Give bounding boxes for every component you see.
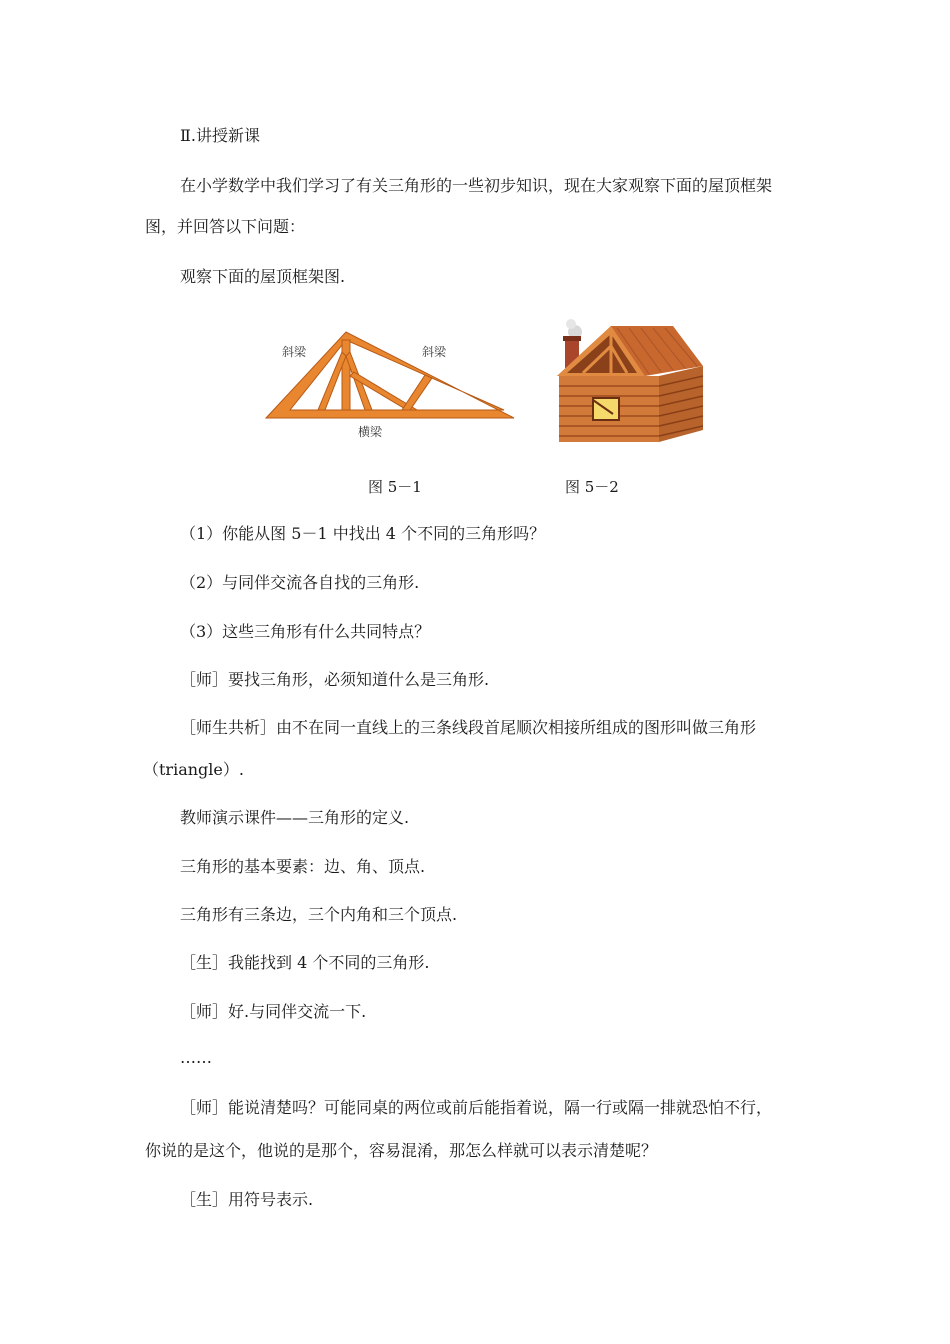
- label-bottom-beam: 横梁: [358, 425, 383, 439]
- sides-line: 三角形有三条边，三个内角和三个顶点.: [180, 905, 458, 924]
- student-line-2: ［生］用符号表示.: [180, 1190, 314, 1209]
- question-1: （1）你能从图 5－1 中找出 4 个不同的三角形吗？: [180, 524, 546, 543]
- teacher-line-2: ［师］好.与同伴交流一下.: [180, 1002, 367, 1021]
- teacher-line-3a: ［师］能说清楚吗？可能同桌的两位或前后能指着说，隔一行或隔一排就恐怕不行，: [180, 1098, 773, 1117]
- observe-instruction: 观察下面的屋顶框架图.: [180, 267, 346, 286]
- log-cabin-figure: [553, 318, 708, 448]
- definition-line2: （triangle）.: [143, 760, 244, 779]
- ellipsis: ……: [180, 1048, 212, 1067]
- section-heading: Ⅱ.讲授新课: [180, 126, 260, 145]
- figure1-caption: 图 5－1: [368, 478, 422, 496]
- intro-paragraph-line1: 在小学数学中我们学习了有关三角形的一些初步知识，现在大家观察下面的屋顶框架: [180, 176, 773, 195]
- figure2-caption: 图 5－2: [565, 478, 619, 496]
- teacher-line-3b: 你说的是这个，他说的是那个，容易混淆，那怎么样就可以表示清楚呢？: [145, 1141, 658, 1160]
- label-left-rafter: 斜梁: [282, 345, 307, 359]
- student-line-1: ［生］我能找到 4 个不同的三角形.: [180, 953, 430, 972]
- elements-line: 三角形的基本要素：边、角、顶点.: [180, 857, 426, 876]
- question-3: （3）这些三角形有什么共同特点？: [180, 622, 431, 641]
- teacher-line-1: ［师］要找三角形，必须知道什么是三角形.: [180, 670, 490, 689]
- question-2: （2）与同伴交流各自找的三角形.: [180, 573, 420, 592]
- definition-line1: ［师生共析］由不在同一直线上的三条线段首尾顺次相接所组成的图形叫做三角形: [180, 718, 757, 737]
- label-right-rafter: 斜梁: [422, 345, 447, 359]
- demo-line: 教师演示课件——三角形的定义.: [180, 808, 410, 827]
- roof-truss-figure: [262, 326, 520, 446]
- intro-paragraph-line2: 图，并回答以下问题：: [145, 217, 306, 236]
